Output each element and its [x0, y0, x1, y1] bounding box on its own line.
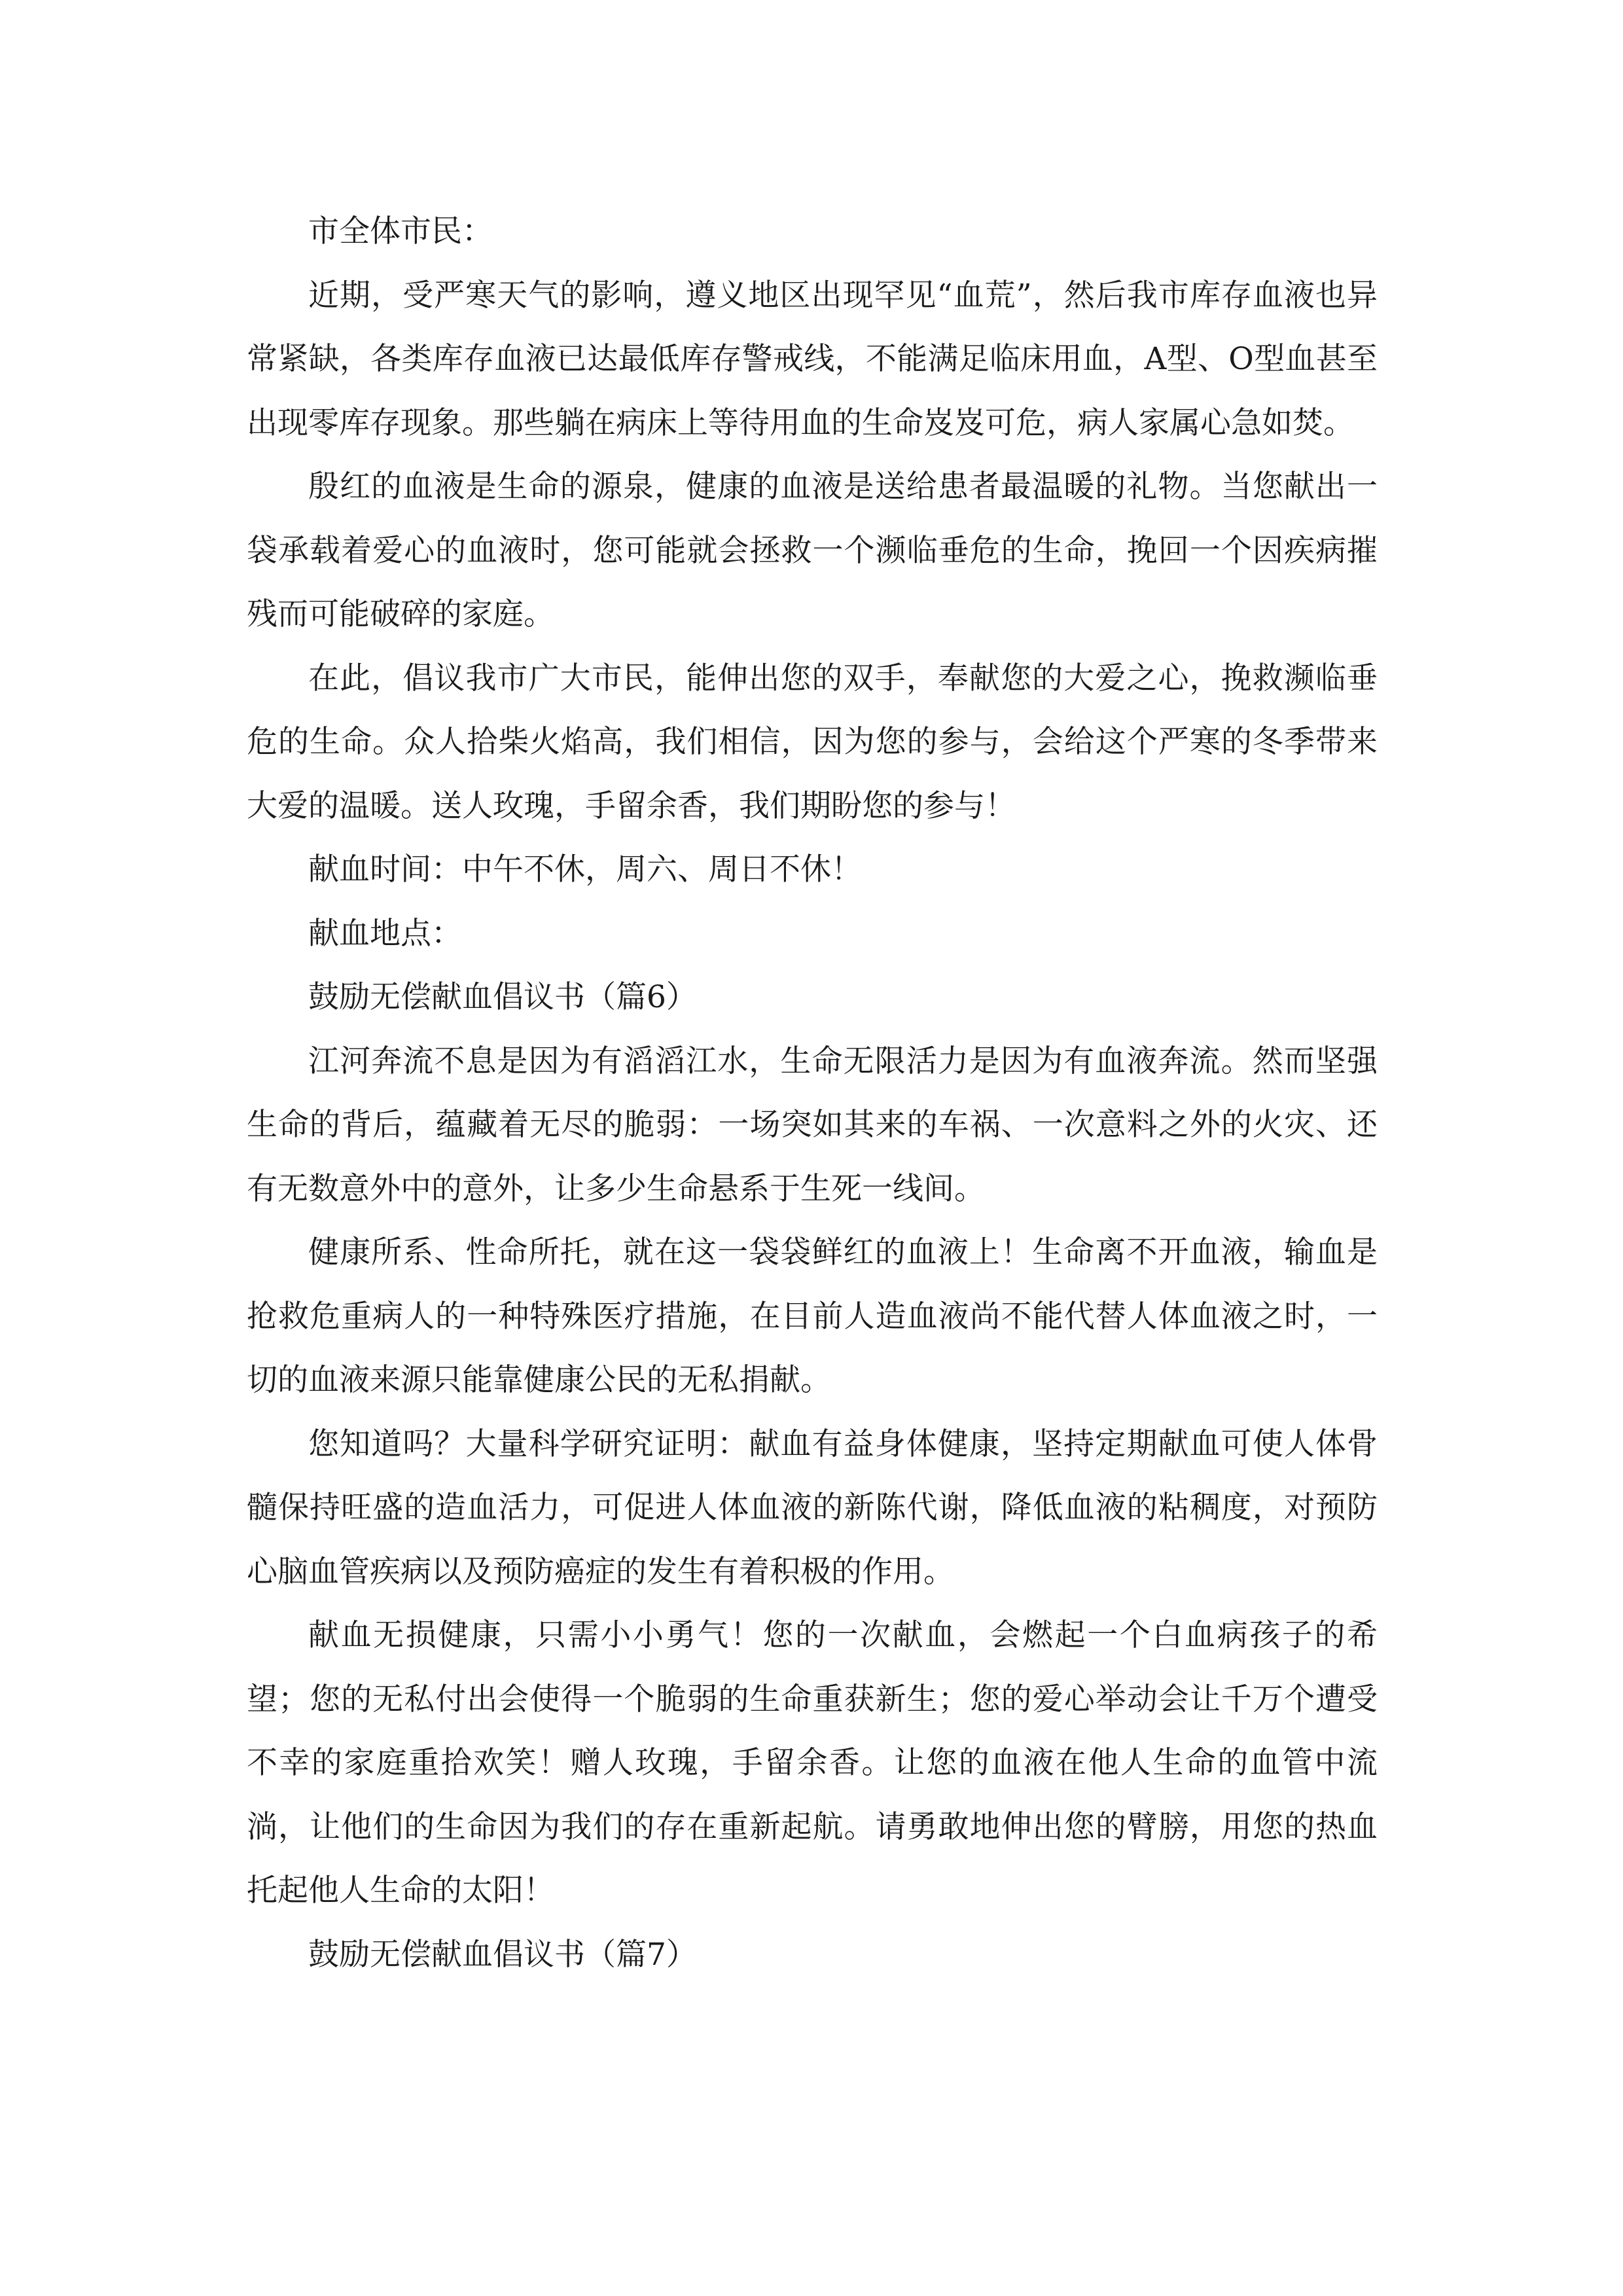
salutation: 市全体市民： — [308, 213, 493, 249]
body-paragraph: 献血无损健康，只需小小勇气！您的一次献血，会燃起一个白血病孩子的希望；您的无私付出会使得一个脆弱的生命重获新生；您的爱心举动会让千万个遭受不幸的家庭重拾欢笑！赠人玫瑰，手留余香。让您的血液在他人生命的血管中流淌，让他们的生命因为我们的存在重新起航。请勇敢地伸出您的臂膀，用您的热血托起他人生命的太阳！ — [247, 1617, 1378, 1909]
body-paragraph: 健康所系、性命所托，就在这一袋袋鲜红的血液上！生命离不开血液，输血是抢救危重病人的一种特殊医疗措施，在目前人造血液尚不能代替人体血液之时，一切的血液来源只能靠健康公民的无私捐献。 — [247, 1234, 1378, 1398]
body-paragraph: 江河奔流不息是因为有滔滔江水，生命无限活力是因为有血液奔流。然而坚强生命的背后，蕴藏着无尽的脆弱：一场突如其来的车祸、一次意料之外的火灾、还有无数意外中的意外，让多少生命悬系于生死一线间。 — [247, 1043, 1378, 1207]
section-heading: 鼓励无偿献血倡议书（篇6） — [308, 979, 697, 1015]
body-paragraph: 您知道吗？大量科学研究证明：献血有益身体健康，坚持定期献血可使人体骨髓保持旺盛的造血活力，可促进人体血液的新陈代谢，降低血液的粘稠度，对预防心脑血管疾病以及预防癌症的发生有着积极的作用。 — [247, 1426, 1378, 1590]
body-paragraph: 近期，受严寒天气的影响，遵义地区出现罕见“血荒”，然后我市库存血液也异常紧缺，各类库存血液已达最低库存警戒线，不能满足临床用血，A型、O型血甚至出现零库存现象。那些躺在病床上等待用血的生命岌岌可危，病人家属心急如焚。 — [247, 277, 1378, 441]
body-paragraph: 在此，倡议我市广大市民，能伸出您的双手，奉献您的大爱之心，挽救濒临垂危的生命。众人拾柴火焰高，我们相信，因为您的参与，会给这个严寒的冬季带来大爱的温暖。送人玫瑰，手留余香，我们期盼您的参与！ — [247, 660, 1378, 824]
document-body — [247, 200, 1378, 1986]
donation-time: 献血时间：中午不休，周六、周日不休！ — [308, 852, 862, 888]
body-paragraph: 殷红的血液是生命的源泉，健康的血液是送给患者最温暖的礼物。当您献出一袋承载着爱心的血液时，您可能就会拯救一个濒临垂危的生命，挽回一个因疾病摧残而可能破碎的家庭。 — [247, 469, 1378, 632]
section-heading: 鼓励无偿献血倡议书（篇7） — [308, 1936, 697, 1973]
donation-location: 献血地点： — [308, 915, 462, 952]
